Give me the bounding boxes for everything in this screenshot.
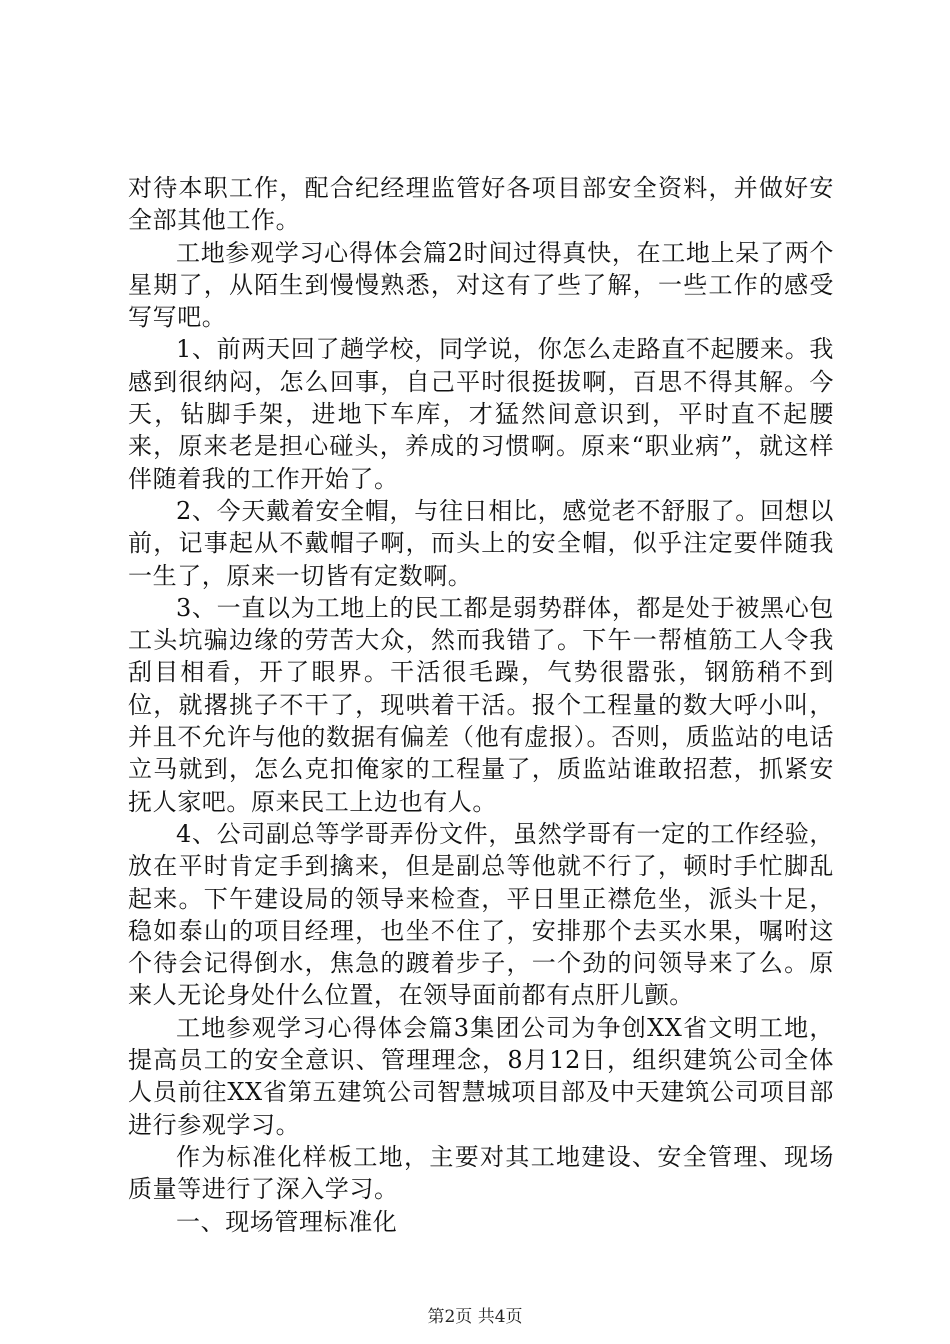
document-body — [128, 172, 834, 1238]
paragraph-point-4: 4、公司副总等学哥弄份文件，虽然学哥有一定的工作经验，放在平时肯定手到擒来，但是副总等他就不行了，顿时手忙脚乱起来。下午建设局的领导来检查，平日里正襟危坐，派头十足，稳如泰山的项目经理，也坐不住了，安排那个去买水果，嘱咐这个待会记得倒水，焦急的踱着步子，一个劲的问领导来了么。原来人无论身处什么位置，在领导面前都有点肝儿颤。 — [128, 819, 834, 1010]
section-heading-site-management: 一、现场管理标准化 — [176, 1207, 398, 1236]
paragraph-point-1: 1、前两天回了趟学校，同学说，你怎么走路直不起腰来。我感到很纳闷，怎么回事，自己平时很挺拔啊，百思不得其解。今天，钻脚手架，进地下车库，才猛然间意识到，平时直不起腰来，原来老是担心碰头，养成的习惯啊。原来“职业病”，就这样伴随着我的工作开始了。 — [128, 335, 834, 493]
paragraph-standard-site: 作为标准化样板工地，主要对其工地建设、安全管理、现场质量等进行了深入学习。 — [128, 1142, 834, 1204]
paragraph-article-3-intro: 工地参观学习心得体会篇3集团公司为争创XX省文明工地，提高员工的安全意识、管理理念，8月12日，组织建筑公司全体人员前往XX省第五建筑公司智慧城项目部及中天建筑公司项目部进行参观学习。 — [128, 1013, 834, 1139]
paragraph-article-2-intro: 工地参观学习心得体会篇2时间过得真快，在工地上呆了两个星期了，从陌生到慢慢熟悉，对这有了些了解，一些工作的感受写写吧。 — [128, 238, 834, 332]
paragraph-continuation: 对待本职工作，配合纪经理监管好各项目部安全资料，并做好安全部其他工作。 — [128, 174, 834, 235]
paragraph-point-3: 3、一直以为工地上的民工都是弱势群体，都是处于被黑心包工头坑骗边缘的劳苦大众，然而我错了。下午一帮植筋工人令我刮目相看，开了眼界。干活很毛躁，气势很嚣张，钢筋稍不到位，就撂挑子不干了，现哄着干活。报个工程量的数大呼小叫，并且不允许与他的数据有偏差（他有虚报）。否则，质监站的电话立马就到，怎么克扣俺家的工程量了，质监站谁敢招惹，抓紧安抚人家吧。原来民工上边也有人。 — [128, 593, 834, 816]
paragraph-point-2: 2、今天戴着安全帽，与往日相比，感觉老不舒服了。回想以前，记事起从不戴帽子啊，而头上的安全帽，似乎注定要伴随我一生了，原来一切皆有定数啊。 — [128, 496, 834, 590]
page-footer: 第2页 共4页 — [427, 1307, 523, 1327]
